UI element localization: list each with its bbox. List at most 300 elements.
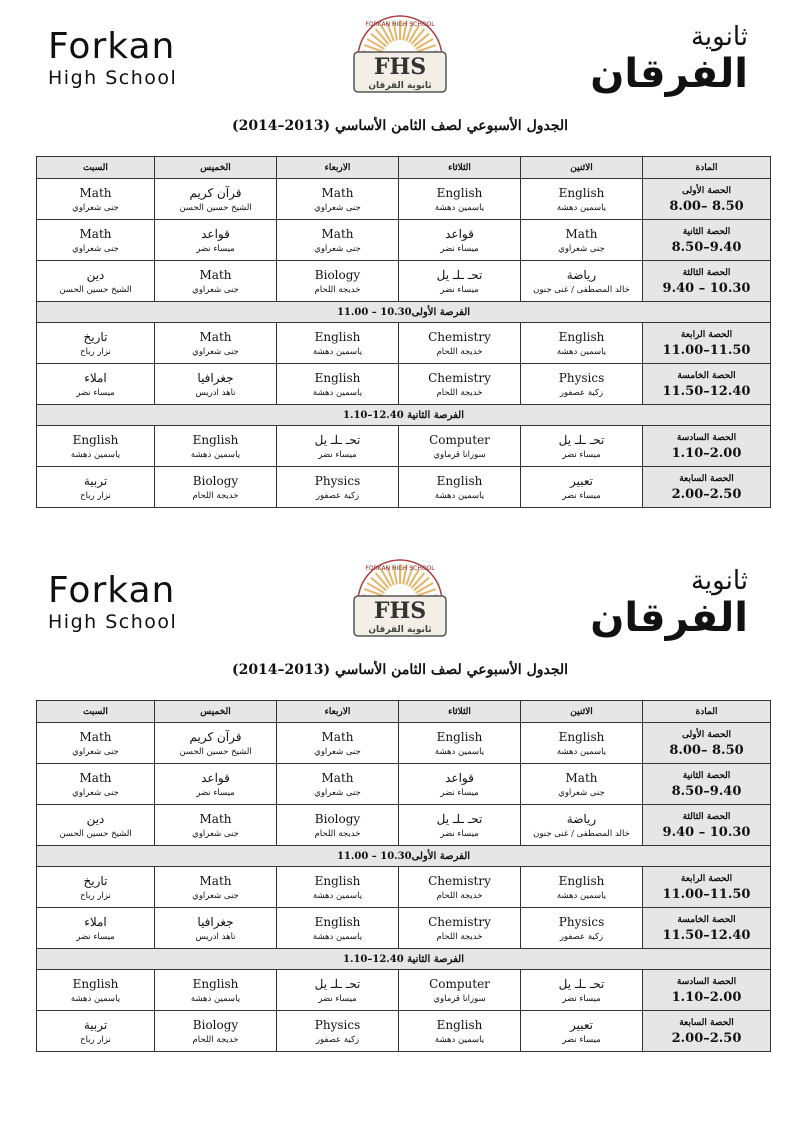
lesson-cell xyxy=(521,467,643,508)
lesson-cell xyxy=(277,723,399,764)
subject: English xyxy=(72,433,119,447)
break-row xyxy=(37,302,771,323)
period-time: 8.50–9.40 xyxy=(671,240,742,255)
schedule-page-bottom xyxy=(0,544,800,1084)
subject: Physics xyxy=(558,371,605,385)
subject: Math xyxy=(565,227,598,241)
teacher: جنى شعراوي xyxy=(72,203,119,213)
lesson-cell xyxy=(399,764,521,805)
period-name: الحصة الثالثة xyxy=(682,268,731,278)
period-cell xyxy=(643,426,771,467)
subject: املاء xyxy=(84,915,107,929)
teacher: ميساء نضر xyxy=(440,829,479,839)
lesson-cell xyxy=(399,323,521,364)
period-cell xyxy=(643,970,771,1011)
lesson-cell xyxy=(521,261,643,302)
period-row xyxy=(37,426,771,467)
lesson-cell xyxy=(155,805,277,846)
brand-english xyxy=(48,28,248,90)
subject: Math xyxy=(321,771,354,785)
lesson-cell xyxy=(155,1011,277,1052)
period-time: 8.00– 8.50 xyxy=(669,743,744,758)
column-header: السبت xyxy=(37,157,155,179)
teacher: ياسمين دهشة xyxy=(434,491,485,501)
subject: Math xyxy=(199,330,232,344)
teacher: سوزانا قرماوي xyxy=(433,450,486,460)
teacher: جنى شعراوي xyxy=(192,347,239,357)
lesson-cell xyxy=(277,323,399,364)
lesson-cell xyxy=(277,261,399,302)
lesson-cell xyxy=(37,805,155,846)
subject: Math xyxy=(79,227,112,241)
lesson-cell xyxy=(521,323,643,364)
lesson-cell xyxy=(37,764,155,805)
subject: تحـ ـلـ يل xyxy=(314,433,361,447)
teacher: ميساء نضر xyxy=(318,994,357,1004)
period-time: 8.50–9.40 xyxy=(671,784,742,799)
svg-text:FHS: FHS xyxy=(373,598,427,624)
period-row xyxy=(37,467,771,508)
lesson-cell xyxy=(277,970,399,1011)
schedule-table xyxy=(36,700,771,1052)
subject: English xyxy=(314,371,361,385)
teacher: ياسمين دهشة xyxy=(312,388,363,398)
lesson-cell xyxy=(277,764,399,805)
teacher: ميساء نضر xyxy=(562,491,601,501)
lesson-cell xyxy=(521,220,643,261)
period-row xyxy=(37,867,771,908)
subject: Math xyxy=(321,186,354,200)
teacher: ياسمين دهشة xyxy=(556,347,607,357)
period-cell xyxy=(643,723,771,764)
lesson-cell xyxy=(37,467,155,508)
lesson-cell xyxy=(521,426,643,467)
subject: Math xyxy=(321,227,354,241)
teacher: خديجة اللحام xyxy=(436,891,483,901)
lesson-cell xyxy=(521,970,643,1011)
subject: تربية xyxy=(83,474,108,488)
subject: English xyxy=(558,186,605,200)
svg-text:ثانوية الفرقان: ثانوية الفرقان xyxy=(368,81,432,91)
teacher: خالد المصطفى / غنى جنون xyxy=(533,829,630,839)
period-name: الحصة الثانية xyxy=(682,227,731,237)
period-cell xyxy=(643,908,771,949)
lesson-cell xyxy=(399,867,521,908)
lesson-cell xyxy=(155,764,277,805)
subject: English xyxy=(314,874,361,888)
lesson-cell xyxy=(399,261,521,302)
break-label: الفرصة الأولى10.30 – 11.00 xyxy=(37,302,771,323)
subject: English xyxy=(436,1018,483,1032)
period-row xyxy=(37,179,771,220)
break-label: الفرصة الأولى10.30 – 11.00 xyxy=(37,846,771,867)
teacher: ياسمين دهشة xyxy=(556,747,607,757)
period-time: 2.00–2.50 xyxy=(671,1031,742,1046)
svg-text:FORKAN HIGH SCHOOL: FORKAN HIGH SCHOOL xyxy=(365,21,435,28)
subject: قواعد xyxy=(445,771,474,785)
period-cell xyxy=(643,764,771,805)
subject: تحـ ـلـ يل xyxy=(436,812,483,826)
lesson-cell xyxy=(155,723,277,764)
column-header: الاربعاء xyxy=(277,157,399,179)
subject: English xyxy=(436,730,483,744)
lesson-cell xyxy=(37,1011,155,1052)
lesson-cell xyxy=(521,805,643,846)
teacher: ياسمين دهشة xyxy=(70,450,121,460)
teacher: ياسمين دهشة xyxy=(190,450,241,460)
lesson-cell xyxy=(155,467,277,508)
lesson-cell xyxy=(277,908,399,949)
period-cell xyxy=(643,805,771,846)
lesson-cell xyxy=(399,426,521,467)
teacher: خديجة اللحام xyxy=(192,491,239,501)
header-row xyxy=(37,157,771,179)
subject: Biology xyxy=(314,268,361,282)
period-row xyxy=(37,723,771,764)
column-header: الخميس xyxy=(155,701,277,723)
period-time: 11.00–11.50 xyxy=(662,343,751,358)
lesson-cell xyxy=(155,179,277,220)
period-row xyxy=(37,1011,771,1052)
period-row xyxy=(37,970,771,1011)
lesson-cell xyxy=(399,970,521,1011)
subject: قواعد xyxy=(445,227,474,241)
subject: تحـ ـلـ يل xyxy=(558,433,605,447)
teacher: ياسمين دهشة xyxy=(434,203,485,213)
lesson-cell xyxy=(155,323,277,364)
teacher: زكية عصفور xyxy=(315,1035,360,1045)
subject: Computer xyxy=(429,433,490,447)
lesson-cell xyxy=(37,723,155,764)
teacher: خديجة اللحام xyxy=(436,347,483,357)
column-header: الثلاثاء xyxy=(399,157,521,179)
subject: دين xyxy=(86,812,105,826)
teacher: جنى شعراوي xyxy=(72,244,119,254)
period-time: 9.40 – 10.30 xyxy=(662,825,751,840)
column-header: المادة xyxy=(643,157,771,179)
brand-subtitle-ar: ثانوية xyxy=(690,566,748,596)
teacher: ناهد ادريس xyxy=(195,932,236,942)
lesson-cell xyxy=(155,867,277,908)
teacher: ميساء نضر xyxy=(562,994,601,1004)
teacher: الشيخ حسين الحسن xyxy=(59,285,132,295)
lesson-cell xyxy=(277,426,399,467)
teacher: جنى شعراوي xyxy=(192,891,239,901)
teacher: الشيخ حسين الحسن xyxy=(179,203,252,213)
subject: Chemistry xyxy=(428,915,491,929)
period-time: 11.50–12.40 xyxy=(662,928,751,943)
subject: Math xyxy=(199,268,232,282)
teacher: ميساء نضر xyxy=(318,450,357,460)
teacher: خديجة اللحام xyxy=(314,285,361,295)
teacher: خديجة اللحام xyxy=(314,829,361,839)
period-name: الحصة السادسة xyxy=(676,977,737,987)
subject: Biology xyxy=(314,812,361,826)
lesson-cell xyxy=(277,805,399,846)
lesson-cell xyxy=(155,364,277,405)
lesson-cell xyxy=(521,179,643,220)
teacher: خديجة اللحام xyxy=(192,1035,239,1045)
teacher: زكية عصفور xyxy=(315,491,360,501)
subject: تحـ ـلـ يل xyxy=(314,977,361,991)
period-name: الحصة الثالثة xyxy=(682,812,731,822)
subject: Physics xyxy=(558,915,605,929)
period-name: الحصة السادسة xyxy=(676,433,737,443)
subject: English xyxy=(436,474,483,488)
teacher: زكية عصفور xyxy=(559,932,604,942)
lesson-cell xyxy=(521,764,643,805)
period-row xyxy=(37,805,771,846)
lesson-cell xyxy=(399,805,521,846)
teacher: ياسمين دهشة xyxy=(70,994,121,1004)
teacher: خديجة اللحام xyxy=(436,932,483,942)
lesson-cell xyxy=(155,220,277,261)
teacher: ميساء نضر xyxy=(440,244,479,254)
subject: Math xyxy=(199,812,232,826)
schedule-table xyxy=(36,156,771,508)
teacher: ميساء نضر xyxy=(440,285,479,295)
lesson-cell xyxy=(521,867,643,908)
teacher: ياسمين دهشة xyxy=(190,994,241,1004)
schedule-title: الجدول الأسبوعي لصف الثامن الأساسي (2013–2014) xyxy=(231,662,569,678)
period-cell xyxy=(643,867,771,908)
teacher: ميساء نضر xyxy=(562,1035,601,1045)
period-cell xyxy=(643,1011,771,1052)
period-name: الحصة الأولى xyxy=(681,186,732,196)
brand-arabic xyxy=(580,22,748,96)
lesson-cell xyxy=(277,220,399,261)
subject: English xyxy=(558,730,605,744)
subject: تربية xyxy=(83,1018,108,1032)
period-cell xyxy=(643,364,771,405)
brand-arabic xyxy=(580,566,748,640)
teacher: جنى شعراوي xyxy=(192,829,239,839)
brand-name-ar: الفرقان xyxy=(590,51,748,97)
teacher: جنى شعراوي xyxy=(314,747,361,757)
period-name: الحصة الرابعة xyxy=(680,330,733,340)
lesson-cell xyxy=(399,723,521,764)
subject: Biology xyxy=(192,474,239,488)
svg-text:FHS: FHS xyxy=(373,54,427,80)
subject: Math xyxy=(79,771,112,785)
lesson-cell xyxy=(399,467,521,508)
teacher: ياسمين دهشة xyxy=(434,1035,485,1045)
period-name: الحصة الخامسة xyxy=(677,915,736,925)
subject: Chemistry xyxy=(428,371,491,385)
period-name: الحصة الخامسة xyxy=(677,371,736,381)
svg-text:ثانوية الفرقان: ثانوية الفرقان xyxy=(368,625,432,635)
subject: English xyxy=(192,977,239,991)
subject: تاريخ xyxy=(83,330,108,344)
subject: English xyxy=(558,874,605,888)
teacher: ميساء نضر xyxy=(440,788,479,798)
subject: جغرافيا xyxy=(197,915,234,929)
teacher: جنى شعراوي xyxy=(558,244,605,254)
teacher: جنى شعراوي xyxy=(558,788,605,798)
period-cell xyxy=(643,179,771,220)
subject: English xyxy=(558,330,605,344)
period-time: 2.00–2.50 xyxy=(671,487,742,502)
column-header: الخميس xyxy=(155,157,277,179)
period-row xyxy=(37,764,771,805)
teacher: ميساء نضر xyxy=(562,450,601,460)
subject: رياضة xyxy=(566,812,597,826)
period-cell xyxy=(643,323,771,364)
period-row xyxy=(37,364,771,405)
subject: English xyxy=(192,433,239,447)
brand-name-ar: الفرقان xyxy=(590,595,748,641)
lesson-cell xyxy=(155,426,277,467)
column-header: الثلاثاء xyxy=(399,701,521,723)
teacher: جنى شعراوي xyxy=(72,788,119,798)
column-header: المادة xyxy=(643,701,771,723)
subject: Chemistry xyxy=(428,874,491,888)
teacher: ياسمين دهشة xyxy=(434,747,485,757)
subject: Physics xyxy=(314,474,361,488)
teacher: ياسمين دهشة xyxy=(556,203,607,213)
period-cell xyxy=(643,220,771,261)
teacher: خديجة اللحام xyxy=(436,388,483,398)
lesson-cell xyxy=(37,364,155,405)
period-row xyxy=(37,220,771,261)
subject: دين xyxy=(86,268,105,282)
header-row xyxy=(37,701,771,723)
lesson-cell xyxy=(277,467,399,508)
teacher: ميساء نضر xyxy=(76,388,115,398)
teacher: ياسمين دهشة xyxy=(312,891,363,901)
lesson-cell xyxy=(37,426,155,467)
column-header: الاثنين xyxy=(521,701,643,723)
subject: Math xyxy=(79,730,112,744)
lesson-cell xyxy=(37,970,155,1011)
break-row xyxy=(37,846,771,867)
school-logo xyxy=(340,558,460,644)
lesson-cell xyxy=(37,179,155,220)
lesson-cell xyxy=(399,364,521,405)
teacher: ياسمين دهشة xyxy=(556,891,607,901)
teacher: نزار رباح xyxy=(80,491,111,501)
teacher: جنى شعراوي xyxy=(192,285,239,295)
brand-subtitle-en: High School xyxy=(48,67,178,89)
svg-text:FORKAN HIGH SCHOOL: FORKAN HIGH SCHOOL xyxy=(365,565,435,572)
lesson-cell xyxy=(277,364,399,405)
lesson-cell xyxy=(37,908,155,949)
teacher: الشيخ حسين الحسن xyxy=(59,829,132,839)
schedule-title: الجدول الأسبوعي لصف الثامن الأساسي (2013–2014) xyxy=(231,118,569,134)
teacher: ميساء نضر xyxy=(196,788,235,798)
period-name: الحصة الثانية xyxy=(682,771,731,781)
subject: تحـ ـلـ يل xyxy=(558,977,605,991)
period-name: الحصة السابعة xyxy=(679,474,734,484)
period-time: 8.00– 8.50 xyxy=(669,199,744,214)
break-label: الفرصة الثانية 12.40–1.10 xyxy=(37,405,771,426)
teacher: الشيخ حسين الحسن xyxy=(179,747,252,757)
period-cell xyxy=(643,467,771,508)
subject: Math xyxy=(565,771,598,785)
period-cell xyxy=(643,261,771,302)
lesson-cell xyxy=(277,867,399,908)
subject: تحـ ـلـ يل xyxy=(436,268,483,282)
subject: املاء xyxy=(84,371,107,385)
subject: Biology xyxy=(192,1018,239,1032)
period-row xyxy=(37,323,771,364)
subject: رياضة xyxy=(566,268,597,282)
lesson-cell xyxy=(155,261,277,302)
break-row xyxy=(37,405,771,426)
period-name: الحصة الأولى xyxy=(681,730,732,740)
lesson-cell xyxy=(521,908,643,949)
subject: Physics xyxy=(314,1018,361,1032)
subject: جغرافيا xyxy=(197,371,234,385)
period-name: الحصة السابعة xyxy=(679,1018,734,1028)
brand-name-en: Forkan xyxy=(48,26,176,67)
lesson-cell xyxy=(399,179,521,220)
schedule-page-top xyxy=(0,0,800,540)
subject: تعبير xyxy=(570,1018,593,1032)
subject: تاريخ xyxy=(83,874,108,888)
subject: قرآن كريم xyxy=(189,186,242,200)
teacher: ناهد ادريس xyxy=(195,388,236,398)
brand-name-en: Forkan xyxy=(48,570,176,611)
lesson-cell xyxy=(37,867,155,908)
subject: Chemistry xyxy=(428,330,491,344)
teacher: زكية عصفور xyxy=(559,388,604,398)
lesson-cell xyxy=(277,179,399,220)
period-time: 11.00–11.50 xyxy=(662,887,751,902)
break-label: الفرصة الثانية 12.40–1.10 xyxy=(37,949,771,970)
lesson-cell xyxy=(399,908,521,949)
break-row xyxy=(37,949,771,970)
teacher: ياسمين دهشة xyxy=(312,932,363,942)
teacher: سوزانا قرماوي xyxy=(433,994,486,1004)
brand-subtitle-ar: ثانوية xyxy=(690,22,748,52)
subject: قرآن كريم xyxy=(189,730,242,744)
period-name: الحصة الرابعة xyxy=(680,874,733,884)
teacher: جنى شعراوي xyxy=(314,244,361,254)
teacher: جنى شعراوي xyxy=(314,788,361,798)
subject: قواعد xyxy=(201,771,230,785)
lesson-cell xyxy=(155,908,277,949)
teacher: ميساء نضر xyxy=(196,244,235,254)
teacher: نزار رباح xyxy=(80,1035,111,1045)
period-time: 11.50–12.40 xyxy=(662,384,751,399)
teacher: جنى شعراوي xyxy=(314,203,361,213)
teacher: نزار رباح xyxy=(80,891,111,901)
subject: English xyxy=(72,977,119,991)
period-row xyxy=(37,261,771,302)
column-header: السبت xyxy=(37,701,155,723)
lesson-cell xyxy=(521,364,643,405)
lesson-cell xyxy=(37,261,155,302)
lesson-cell xyxy=(521,723,643,764)
column-header: الاثنين xyxy=(521,157,643,179)
subject: English xyxy=(436,186,483,200)
teacher: ميساء نضر xyxy=(76,932,115,942)
period-time: 1.10–2.00 xyxy=(671,990,742,1005)
period-row xyxy=(37,908,771,949)
lesson-cell xyxy=(399,1011,521,1052)
subject: Computer xyxy=(429,977,490,991)
teacher: خالد المصطفى / غنى جنون xyxy=(533,285,630,295)
subject: English xyxy=(314,915,361,929)
subject: Math xyxy=(79,186,112,200)
subject: تعبير xyxy=(570,474,593,488)
lesson-cell xyxy=(37,220,155,261)
subject: قواعد xyxy=(201,227,230,241)
brand-subtitle-en: High School xyxy=(48,611,178,633)
subject: Math xyxy=(321,730,354,744)
subject: Math xyxy=(199,874,232,888)
